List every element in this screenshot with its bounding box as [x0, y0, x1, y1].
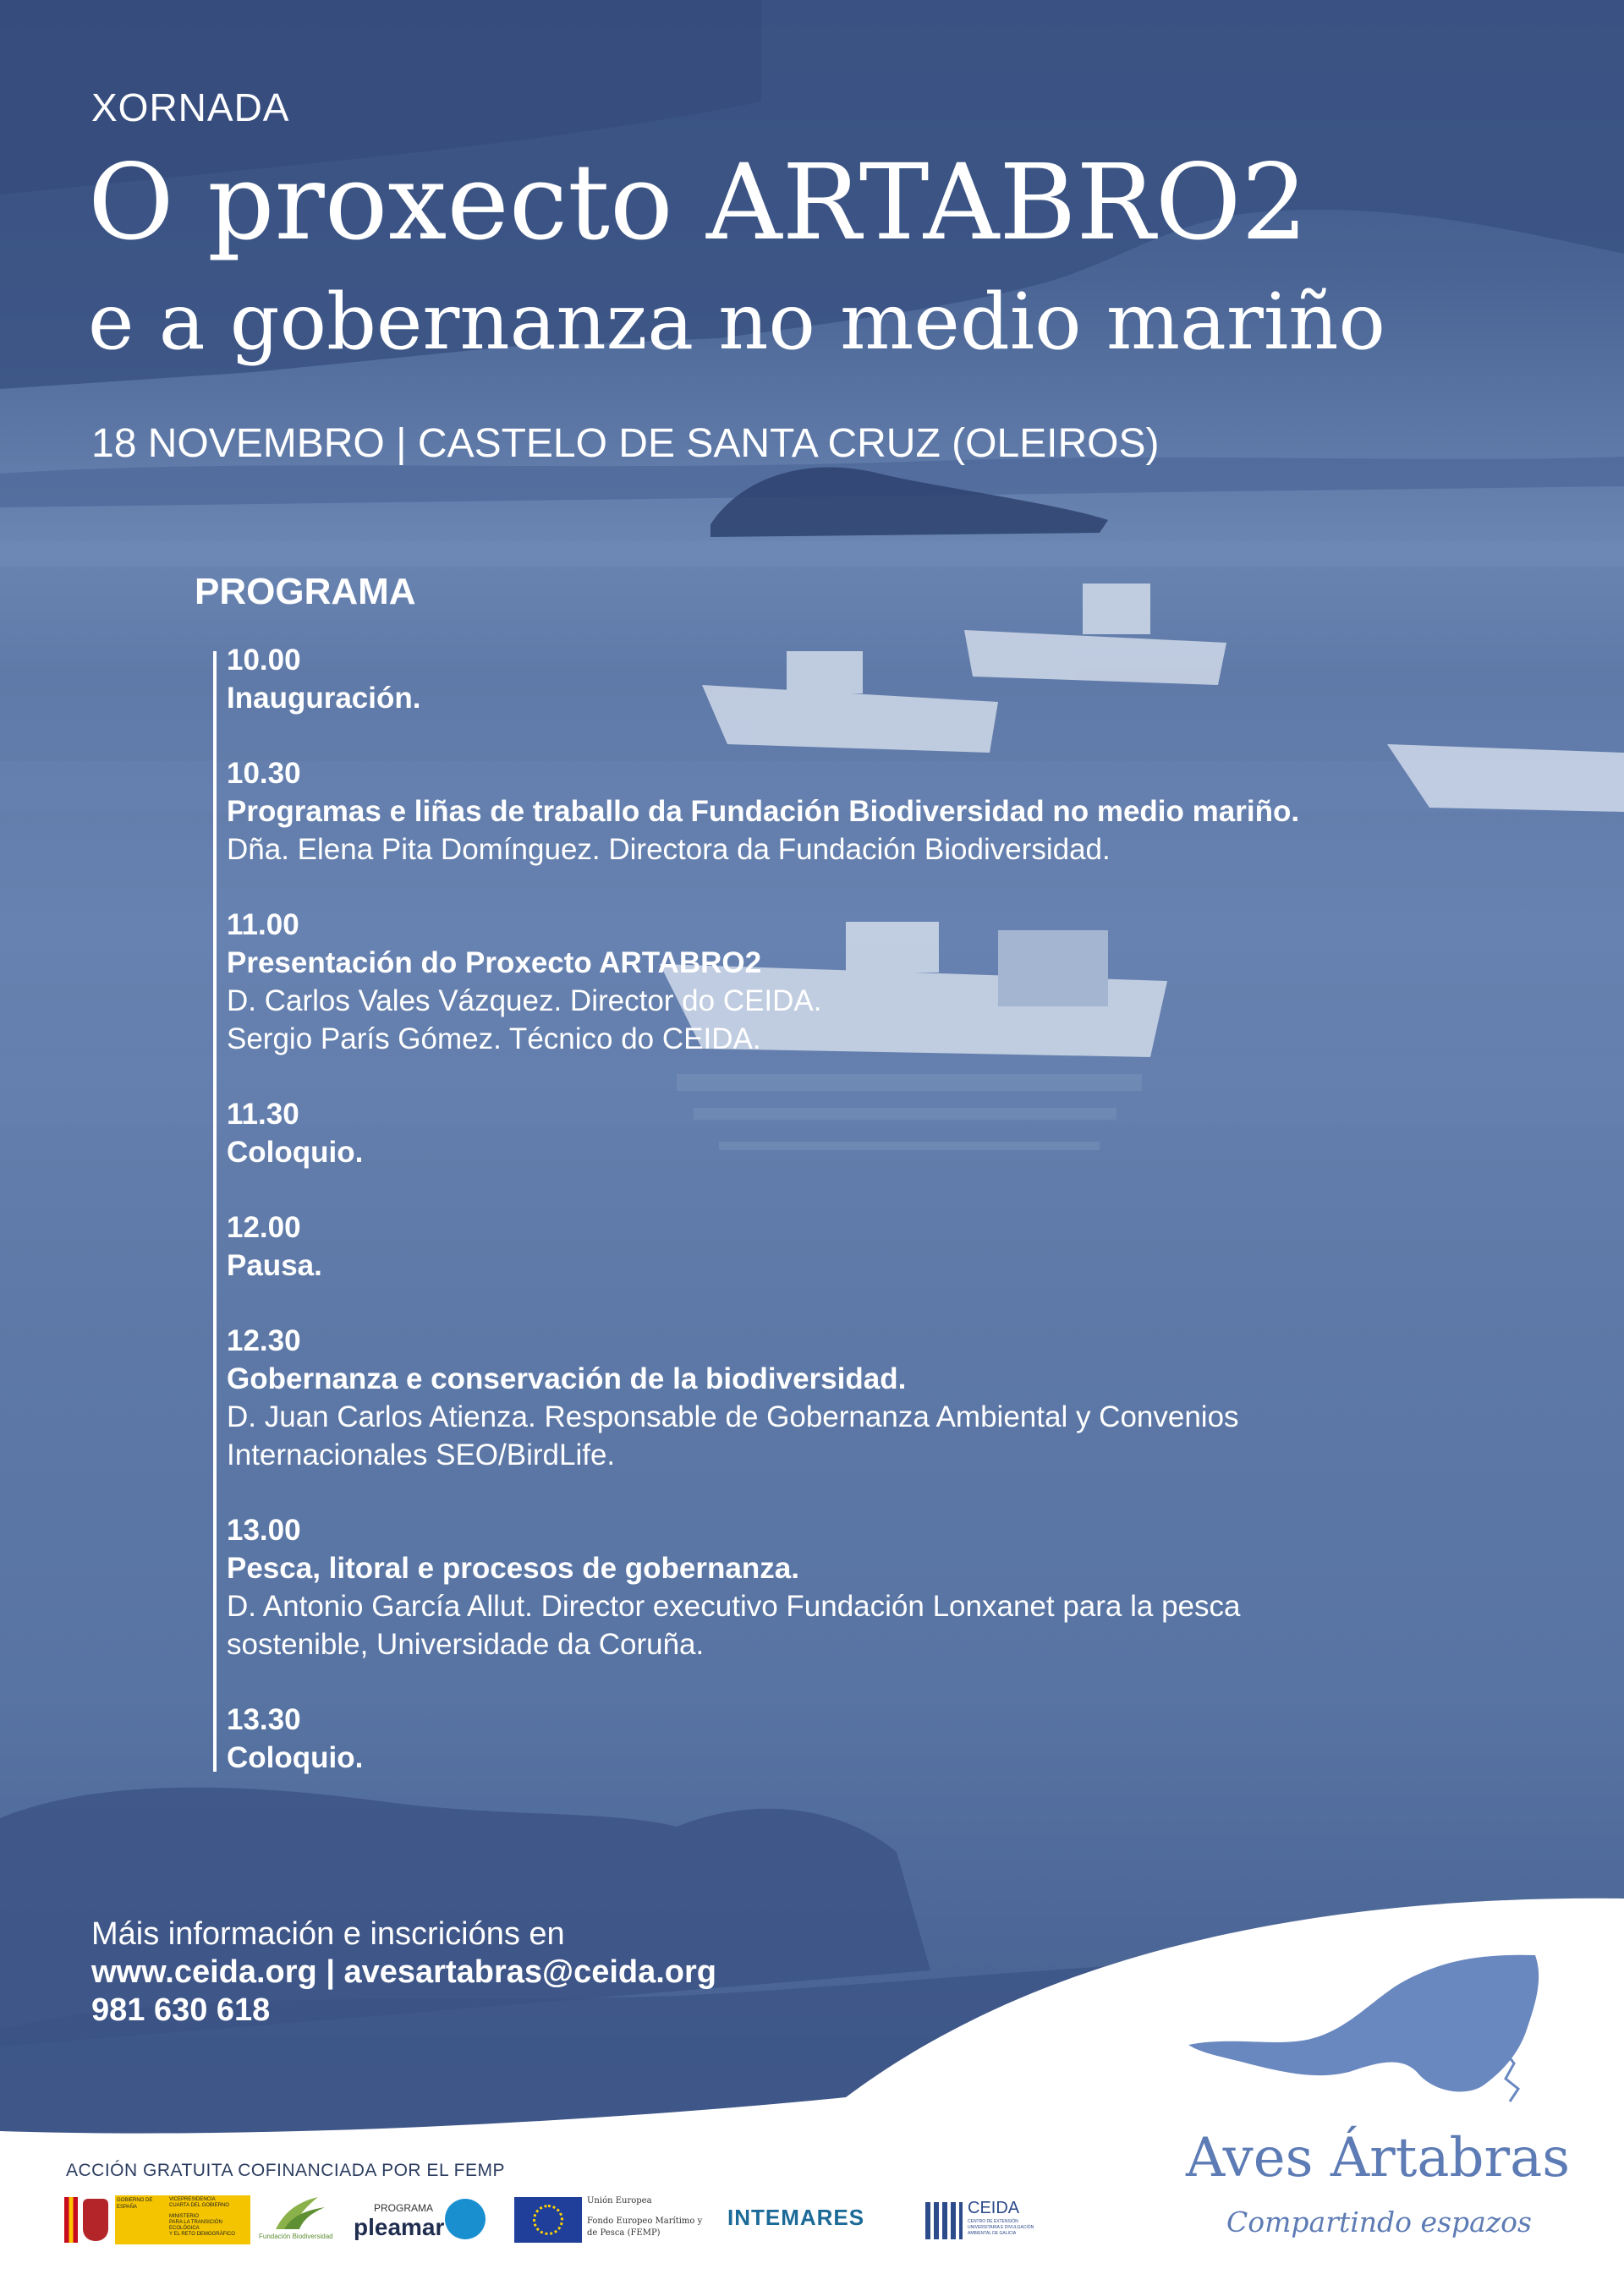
list-item: [227, 641, 1411, 717]
pleamar-top: PROGRAMA: [374, 2202, 434, 2214]
gobierno-logo: [64, 2195, 250, 2244]
item-speaker: Internacionales SEO/BirdLife.: [227, 1438, 616, 1471]
ceida-sub1: CENTRO DE EXTENSIÓN: [968, 2219, 1018, 2224]
item-title: Programas e liñas de traballo da Fundación Biodiversidad no medio mariño.: [227, 795, 1300, 828]
list-item: [227, 1701, 1411, 1777]
item-title: Pausa.: [227, 1249, 322, 1282]
brand-tagline: Compartindo espazos: [1226, 2206, 1532, 2238]
item-time: 12.30: [227, 1324, 301, 1357]
wave-circle-icon: [445, 2199, 486, 2239]
item-title: Coloquio.: [227, 1136, 364, 1169]
item-time: 13.30: [227, 1703, 301, 1736]
title-line2: e a gobernanza no medio mariño: [88, 277, 1385, 367]
item-time: 10.00: [227, 644, 301, 677]
gobierno-line1: VICEPRESIDENCIA: [169, 2197, 216, 2202]
title-line1: O proxecto ARTABRO2: [88, 142, 1309, 264]
aves-artabras-logo-icon: [1180, 1945, 1552, 2114]
gobierno-line4: PARA LA TRANSICIÓN ECOLÓGICA: [169, 2220, 222, 2231]
item-speaker: Sergio París Gómez. Técnico do CEIDA.: [227, 1022, 761, 1055]
date-location: 18 NOVEMBRO | CASTELO DE SANTA CRUZ (OLEIROS): [91, 421, 1160, 466]
gobierno-country: GOBIERNO DE ESPAÑA: [117, 2198, 153, 2210]
pleamar-logo: [354, 2195, 489, 2244]
spain-flag-icon: [64, 2197, 78, 2243]
item-title: Presentación do Proxecto ARTABRO2: [227, 946, 762, 979]
item-time: 10.30: [227, 757, 301, 790]
ceida-sub3: AMBIENTAL DE GALICIA: [968, 2231, 1017, 2236]
pleamar-main: pleamar: [354, 2214, 445, 2240]
gobierno-line3: MINISTERIO: [169, 2214, 200, 2219]
ceida-logo: [925, 2199, 1044, 2248]
gobierno-line2: CUARTA DEL GOBIERNO: [169, 2203, 229, 2208]
list-item: [227, 906, 1411, 1058]
eu-flag-icon: [514, 2197, 582, 2243]
ceida-sub2: UNIVERSITARIA E DIVULGACIÓN: [968, 2225, 1034, 2230]
eu-femp-logo: [514, 2195, 709, 2244]
coat-of-arms-icon: [83, 2199, 108, 2241]
item-title: Inauguración.: [227, 682, 421, 715]
grass-icon: [259, 2195, 332, 2229]
timeline-line: [213, 651, 217, 1772]
item-speaker: sostenible, Universidade da Coruña.: [227, 1628, 705, 1661]
list-item: [227, 1208, 1411, 1285]
eu-line1: Unión Europea: [587, 2196, 652, 2206]
ceida-columns-icon: [925, 2202, 963, 2239]
cofinancing-label: ACCIÓN GRATUITA COFINANCIADA POR EL FEMP: [66, 2161, 506, 2180]
list-item: [227, 1095, 1411, 1171]
list-item: [227, 754, 1411, 869]
item-time: 11.30: [227, 1098, 299, 1131]
list-item: [227, 1511, 1411, 1663]
item-speaker: D. Juan Carlos Atienza. Responsable de Gobernanza Ambiental y Convenios: [227, 1400, 1239, 1433]
fundacion-text: Fundación Biodiversidad: [259, 2233, 333, 2240]
item-speaker: Dña. Elena Pita Domínguez. Directora da Fundación Biodiversidad.: [227, 833, 1111, 866]
intemares-logo: INTEMARES: [727, 2205, 865, 2230]
list-item: [227, 1322, 1411, 1474]
brand-name: Aves Ártabras: [1186, 2127, 1571, 2189]
item-speaker: D. Antonio García Allut. Director executivo Fundación Lonxanet para la pesca: [227, 1590, 1241, 1623]
info-phone[interactable]: 981 630 618: [91, 1992, 271, 2028]
item-time: 12.00: [227, 1211, 301, 1244]
fundacion-biodiversidad-logo: [259, 2195, 332, 2244]
event-type-label: XORNADA: [91, 85, 290, 129]
contact-info: [91, 1915, 716, 2030]
eu-line2: Fondo Europeo Marítimo y: [587, 2217, 703, 2226]
ceida-main: CEIDA: [968, 2199, 1020, 2217]
info-links[interactable]: www.ceida.org | avesartabras@ceida.org: [91, 1954, 717, 1990]
item-speaker: D. Carlos Vales Vázquez. Director do CEIDA.: [227, 984, 822, 1017]
item-time: 13.00: [227, 1514, 301, 1547]
programa-list: [227, 641, 1411, 1814]
item-time: 11.00: [227, 908, 299, 941]
item-title: Gobernanza e conservación de la biodiversidad.: [227, 1362, 907, 1395]
item-title: Coloquio.: [227, 1741, 364, 1774]
info-intro: Máis información e inscricións en: [91, 1916, 565, 1952]
gobierno-line5: Y EL RETO DEMOGRÁFICO: [169, 2232, 235, 2237]
programa-heading: PROGRAMA: [195, 571, 416, 612]
item-title: Pesca, litoral e procesos de gobernanza.: [227, 1552, 799, 1585]
eu-line3: de Pesca (FEMP): [587, 2228, 661, 2238]
